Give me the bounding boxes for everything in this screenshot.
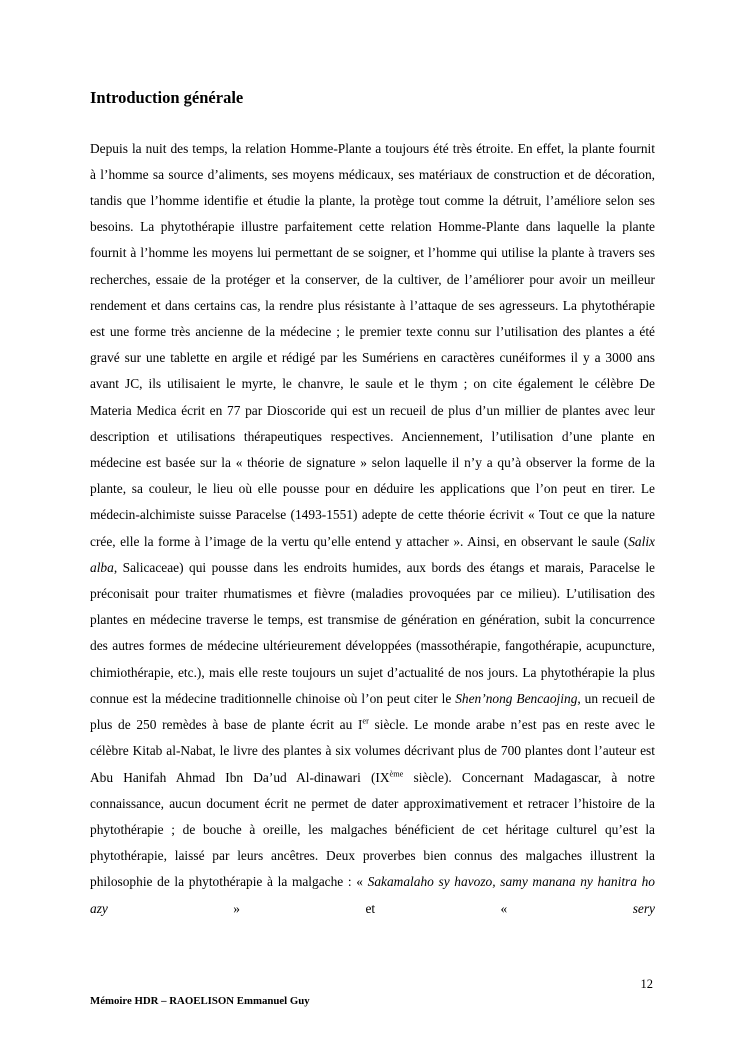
paragraph-segment: Depuis la nuit des temps, la relation Homme-Plante a toujours été très étroite. En effet, la plante fournit à l’homme sa source d’aliments, ses moyens médicaux, ses matériaux de construction et de décoration, tandis que l’homme identifie et étudie la plante, la protège tout comme la détruit, l’améliore selon ses besoins. La phytothérapie illustre parfaitement cette relation Homme-Plante dans laquelle la plante fournit à l’homme les moyens lui permettant de se soigner, et l’homme qui utilise la plante à travers ses recherches, essaie de la protéger et la conserver, de la cultiver, de l’améliorer pour avoir un meilleur rendement et dans certains cas, la rendre plus résistante à l’attaque de ses agresseurs. La phytothérapie est une forme très ancienne de la médecine ; le premier texte connu sur l’utilisation des plantes a été gravé sur une tablette en argile et rédigé par les Sumériens en caractères cunéiformes il y a 3000 ans avant JC, ils utilisaient le myrte, le chanvre, le saule et le thym ; on cite également le célèbre De Materia Medica écrit en 77 par Dioscoride qui est un recueil de plus d’un millier de plantes avec leur description et utilisations thérapeutiques respectives. Anciennement, l’utilisation d’une plante en médecine est basée sur la « théorie de signature » selon laquelle il n’y a qu’à observer la forme de la plante, sa couleur, le lieu où elle pousse pour en déduire les applications que l’on peut en tirer. Le médecin-alchimiste suisse Paracelse (1493-1551) adepte de cette théorie écrivit « Tout ce que la nature crée, elle la forme à l’image de la vertu qu’elle entend y attacher ». Ainsi, en observant le saule ( <box>90 140 655 549</box>
paragraph-segment: , Salicaceae) qui pousse dans les endroits humides, aux bords des étangs et marais, Paracelse le préconisait pour traiter rhumatismes et fièvre (maladies provoquées par ce milieu). L’utilisation des plantes en médecine traverse le temps, est transmise de génération en génération, subit la concurrence des autres formes de médecine ultérieurement développées (massothérapie, fangothérapie, acupuncture, chimiothérapie, etc.), mais elle reste toujours un sujet d’actualité de nos jours. La phytothérapie la plus connue est la médecine traditionnelle chinoise où l’on peut citer le <box>90 559 655 706</box>
page-content <box>90 88 655 922</box>
paragraph-segment: siècle). Concernant Madagascar, à notre connaissance, aucun document écrit ne permet de dater approximativement et retracer l’histoire de la phytothérapie ; de bouche à oreille, les malgaches bénéficient de cet héritage culturel qu’est la phytothérapie, laissé par leurs ancêtres. Deux proverbes bien connus des malgaches illustrent la philosophie de la phytothérapie à la malgache : « <box>90 769 655 890</box>
paragraph-segment: , un recueil de plus de 250 remèdes à base de plante écrit au I <box>90 690 655 733</box>
paragraph-segment-italic: Shen’nong Bencaojing <box>455 690 578 706</box>
paragraph-segment: » et « <box>107 900 633 916</box>
footer-text: Mémoire HDR – RAOELISON Emmanuel Guy <box>90 995 310 1007</box>
paragraph-segment-italic: Salix alba <box>90 533 655 575</box>
body-paragraph <box>90 136 655 922</box>
paragraph-segment-italic: sery <box>632 900 655 916</box>
page-number: 12 <box>640 977 653 991</box>
paragraph-segment: siècle. Le monde arabe n’est pas en reste avec le célèbre Kitab al-Nabat, le livre des plantes à six volumes décrivant plus de 700 plantes dont l’auteur est Abu Hanifah Ahmad Ibn Da’ud Al-dinawari (IX <box>90 717 655 785</box>
section-title: Introduction générale <box>90 88 244 107</box>
paragraph-segment-superscript: ème <box>389 769 404 779</box>
paragraph-segment-italic: Sakamalaho sy havozo, samy manana ny hanitra ho azy <box>90 874 655 916</box>
paragraph-segment-superscript: er <box>362 716 369 726</box>
